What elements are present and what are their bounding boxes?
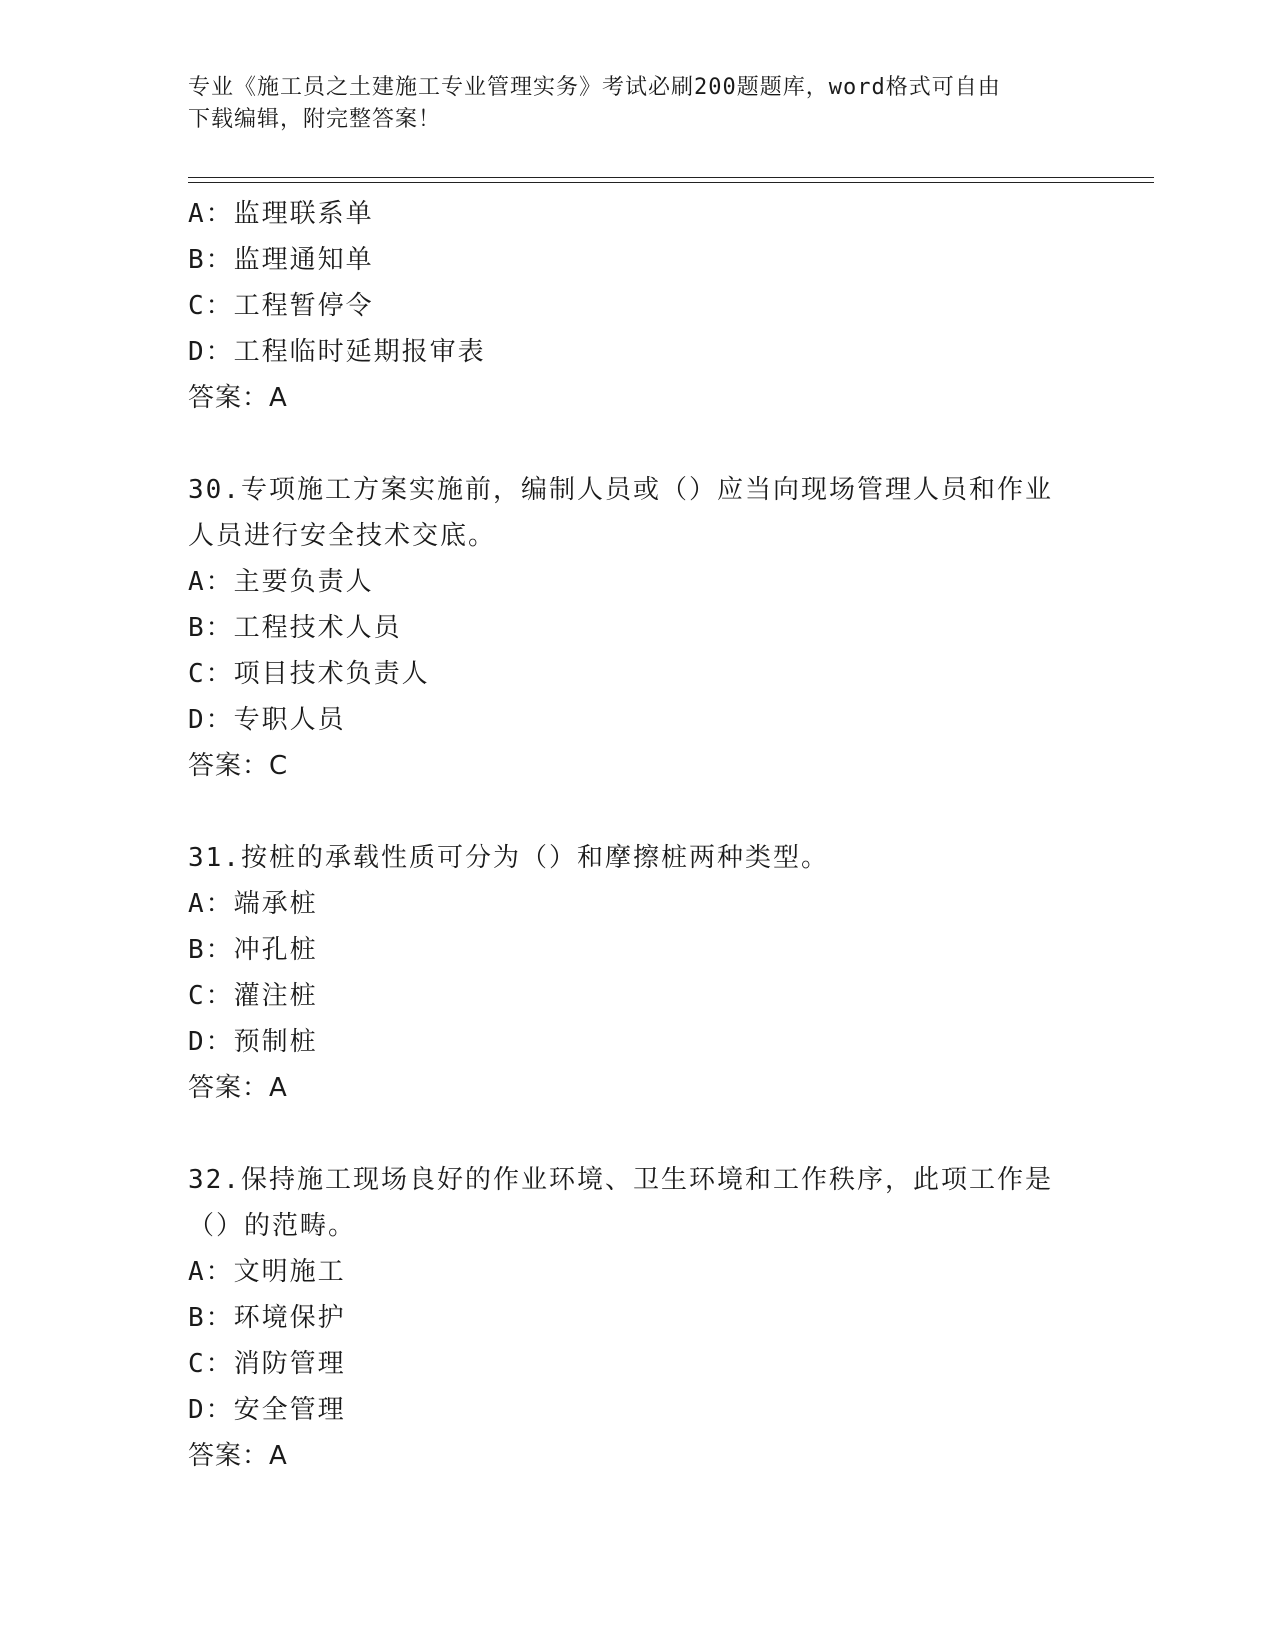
document-header xyxy=(188,72,1068,136)
option-d: D：预制桩 xyxy=(188,1027,318,1057)
option-c: C：消防管理 xyxy=(188,1349,346,1379)
option-b: B：工程技术人员 xyxy=(188,613,402,643)
option-b: B：环境保护 xyxy=(188,1303,346,1333)
question-block-30 xyxy=(188,467,1088,789)
spacer xyxy=(188,421,1088,467)
option-d: D：安全管理 xyxy=(188,1395,346,1425)
question-stem-line-2: （）的范畴。 xyxy=(188,1211,357,1241)
answer-line: 答案：A xyxy=(188,1441,288,1471)
question-stem-line-2: 人员进行安全技术交底。 xyxy=(188,521,497,551)
answer-line: 答案：A xyxy=(188,1073,288,1103)
option-b: B：冲孔桩 xyxy=(188,935,318,965)
option-c: C：项目技术负责人 xyxy=(188,659,430,689)
answer-line: 答案：C xyxy=(188,751,289,781)
option-d: D：专职人员 xyxy=(188,705,346,735)
spacer xyxy=(188,1111,1088,1157)
question-stem-line-1: 30.专项施工方案实施前，编制人员或（）应当向现场管理人员和作业 xyxy=(188,475,1053,505)
header-line-1: 专业《施工员之土建施工专业管理实务》考试必刷200题题库，word格式可自由 xyxy=(188,75,1001,100)
question-list xyxy=(188,191,1088,1479)
option-b: B：监理通知单 xyxy=(188,245,374,275)
question-block-32 xyxy=(188,1157,1088,1479)
option-a: A：主要负责人 xyxy=(188,567,374,597)
header-rule-bottom xyxy=(188,182,1154,183)
header-rule-top xyxy=(188,177,1154,178)
option-a: A：端承桩 xyxy=(188,889,318,919)
header-line-2: 下载编辑，附完整答案！ xyxy=(188,107,442,132)
spacer xyxy=(188,789,1088,835)
option-d: D：工程临时延期报审表 xyxy=(188,337,486,367)
option-a: A：监理联系单 xyxy=(188,199,374,229)
question-block-29 xyxy=(188,191,1088,421)
option-c: C：灌注桩 xyxy=(188,981,318,1011)
option-a: A：文明施工 xyxy=(188,1257,346,1287)
answer-line: 答案：A xyxy=(188,383,288,413)
question-stem-line-1: 31.按桩的承载性质可分为（）和摩擦桩两种类型。 xyxy=(188,843,829,873)
question-stem-line-1: 32.保持施工现场良好的作业环境、卫生环境和工作秩序，此项工作是 xyxy=(188,1165,1053,1195)
question-block-31 xyxy=(188,835,1088,1111)
option-c: C：工程暂停令 xyxy=(188,291,374,321)
